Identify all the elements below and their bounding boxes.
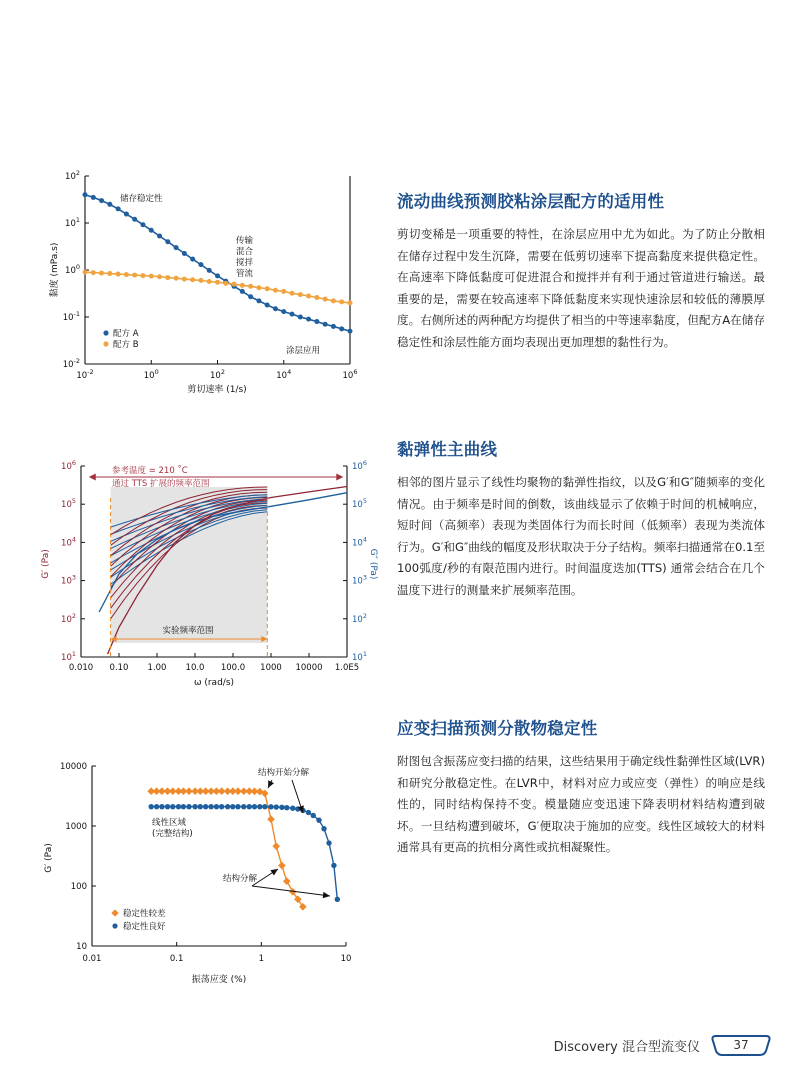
data-point-formula-a xyxy=(198,262,203,267)
y-tick-label: 100 xyxy=(70,882,87,892)
chart3-legend xyxy=(111,908,166,932)
data-point-poor-stability xyxy=(272,842,280,850)
x-tick-label: $10^2$ xyxy=(210,368,225,381)
data-point-good-stability xyxy=(316,817,321,822)
data-point-formula-a xyxy=(306,317,311,322)
chart1-annotation-pipeflow: 管流 xyxy=(236,269,254,279)
data-point-formula-b xyxy=(149,274,154,279)
data-point-formula-a xyxy=(132,217,137,222)
data-point-good-stability xyxy=(321,826,326,831)
section-body-flow-curve: 剪切变稀是一项重要的特性，在涂层应用中尤为如此。为了防止分散相在储存过程中发生沉降，需要在低剪切速率下提高黏度来提供稳定性。在高速率下降低黏度可促进混合和搅拌并有利于通过管道进行输送。最重要的是，需要在较高速率下降低黏度来实现快速涂层和较低的薄膜厚度。右侧所述的两种配方均提供了相当的中等速率黏度，但配方A在储存稳定性和涂层性能方面均表现出更加理想的黏性行为。 xyxy=(397,227,765,349)
data-point-good-stability xyxy=(241,804,246,809)
data-point-formula-b xyxy=(265,286,270,291)
data-point-good-stability xyxy=(274,804,279,809)
x-tick-label: 1.0E5 xyxy=(334,663,360,673)
y-left-tick-label: $10^3$ xyxy=(61,573,76,587)
chart1-x-axis-label: 剪切速率 (1/s) xyxy=(187,385,247,395)
data-point-good-stability xyxy=(290,806,295,811)
tts-range-arrowhead-right xyxy=(336,474,343,481)
data-point-good-stability xyxy=(192,804,197,809)
data-point-formula-b xyxy=(298,292,303,297)
data-point-formula-a xyxy=(298,315,303,320)
data-point-formula-a xyxy=(174,245,179,250)
strain-sweep-chart xyxy=(30,756,370,988)
chart1-annotation-storage: 储存稳定性 xyxy=(120,194,163,204)
data-point-formula-b xyxy=(256,285,261,290)
y-tick-label: $10^1$ xyxy=(65,216,80,229)
y-left-tick-label: $10^4$ xyxy=(61,535,76,549)
x-tick-label: 100.0 xyxy=(220,663,246,673)
chart1-y-axis-label: 黏度 (mPa.s) xyxy=(50,242,60,298)
data-point-formula-b xyxy=(314,295,319,300)
data-point-formula-b xyxy=(182,277,187,282)
data-point-formula-b xyxy=(339,299,344,304)
x-tick-label: 1.00 xyxy=(147,663,167,673)
x-tick-label: 0.010 xyxy=(68,663,94,673)
data-point-formula-b xyxy=(273,288,278,293)
chart3-annotation-intact-structure: (完整结构) xyxy=(152,829,193,839)
legend-label-formula-a: 配方 A xyxy=(113,329,139,339)
data-point-formula-a xyxy=(116,206,121,211)
data-point-formula-a xyxy=(140,222,145,227)
legend-marker-formula-b xyxy=(103,341,108,346)
data-point-good-stability xyxy=(219,804,224,809)
data-point-poor-stability xyxy=(283,877,291,885)
legend-marker-good-stability xyxy=(112,923,117,928)
data-point-good-stability xyxy=(326,840,331,845)
chart2-y-left-label: G′ (Pa) xyxy=(41,549,51,579)
data-point-formula-a xyxy=(182,251,187,256)
data-point-formula-a xyxy=(190,257,195,262)
y-left-tick-label: $10^2$ xyxy=(61,611,76,625)
data-point-good-stability xyxy=(176,804,181,809)
data-point-formula-a xyxy=(273,306,278,311)
y-right-tick-label: $10^4$ xyxy=(352,535,367,549)
legend-label-poor-stability: 稳定性较差 xyxy=(123,909,166,919)
data-point-formula-a xyxy=(165,239,170,244)
x-tick-label: $10^0$ xyxy=(143,368,159,381)
data-point-formula-b xyxy=(248,284,253,289)
data-point-formula-b xyxy=(348,300,353,305)
data-point-good-stability xyxy=(335,897,340,902)
section-body-master-curve: 相邻的图片显示了线性均聚物的黏弹性指纹，以及G′和G″随频率的变化情况。由于频率是时间的倒数，该曲线显示了依赖于时间的机械响应，短时间（高频率）表现为类固体行为而长时间（低频率）表现为类流体行为。G′和G″曲线的幅度及形状取决于分子结构。频率扫描通常在0.1至100弧度/秒的有限范围内进行。时间温度迭加(TTS) 通常会结合在几个温度下进行的测量来扩展频率范围。 xyxy=(397,475,765,597)
data-point-formula-b xyxy=(83,270,88,275)
data-point-formula-b xyxy=(223,281,228,286)
section-title-master-curve: 黏弹性主曲线 xyxy=(397,440,498,459)
chart3-annotation-breakdown: 结构分解 xyxy=(223,874,258,884)
data-point-formula-b xyxy=(140,273,145,278)
data-point-formula-b xyxy=(281,289,286,294)
arrow-breakdown-good-head xyxy=(323,892,330,898)
tts-range-arrowhead-left xyxy=(89,474,96,481)
y-right-tick-label: $10^5$ xyxy=(352,497,367,511)
chart2-y-right-label: G″ (Pa) xyxy=(368,548,378,580)
data-point-formula-b xyxy=(290,291,295,296)
legend-marker-formula-a xyxy=(103,330,108,335)
data-point-formula-b xyxy=(132,273,137,278)
x-tick-label: $10^6$ xyxy=(342,368,358,381)
data-point-good-stability xyxy=(230,804,235,809)
data-point-formula-a xyxy=(323,322,328,327)
master-curve-chart xyxy=(34,460,380,692)
data-point-formula-a xyxy=(240,289,245,294)
y-tick-label: 10000 xyxy=(59,762,87,772)
x-tick-label: 1000 xyxy=(260,663,282,673)
y-left-tick-label: $10^1$ xyxy=(61,650,76,663)
y-tick-label: 10 xyxy=(76,942,87,952)
data-point-formula-a xyxy=(331,324,336,329)
section-title-flow-curve: 流动曲线预测胶粘涂层配方的适用性 xyxy=(397,192,665,211)
legend-label-formula-b: 配方 B xyxy=(113,340,139,350)
chart3-annotation-linear-region: 线性区域 xyxy=(152,818,187,828)
chart1-annotation-stirring: 搅拌 xyxy=(236,258,254,268)
x-tick-label: 0.01 xyxy=(82,954,102,964)
data-point-formula-a xyxy=(265,303,270,308)
x-tick-label: 0.10 xyxy=(109,663,129,673)
data-point-good-stability xyxy=(252,804,257,809)
data-point-formula-a xyxy=(281,309,286,314)
y-left-tick-label: $10^6$ xyxy=(61,459,76,472)
data-point-formula-a xyxy=(256,298,261,303)
data-point-good-stability xyxy=(159,804,164,809)
data-point-formula-b xyxy=(157,274,162,279)
data-point-formula-a xyxy=(348,329,353,334)
section-flow-curve xyxy=(397,188,765,354)
chart1-annotation-transport: 传输 xyxy=(236,236,254,246)
data-point-good-stability xyxy=(186,804,191,809)
chart1-legend xyxy=(103,328,138,350)
data-point-good-stability xyxy=(154,804,159,809)
data-point-good-stability xyxy=(170,804,175,809)
tts-range-label: 通过 TTS 扩展的频率范围 xyxy=(112,479,210,489)
data-point-formula-b xyxy=(331,298,336,303)
data-point-formula-a xyxy=(157,233,162,238)
y-tick-label: 1000 xyxy=(65,822,87,832)
experimental-range-label: 实验频率范围 xyxy=(162,626,214,636)
data-point-formula-a xyxy=(215,273,220,278)
data-point-poor-stability xyxy=(278,862,286,870)
data-point-formula-a xyxy=(339,326,344,331)
data-point-formula-a xyxy=(91,195,96,200)
data-point-formula-a xyxy=(124,212,129,217)
data-point-good-stability xyxy=(203,804,208,809)
data-point-formula-b xyxy=(165,275,170,280)
y-tick-label: $10^0$ xyxy=(65,263,80,276)
data-point-formula-a xyxy=(314,319,319,324)
data-point-formula-b xyxy=(198,278,203,283)
data-point-good-stability xyxy=(279,805,284,810)
data-point-formula-a xyxy=(207,268,212,273)
section-strain-sweep xyxy=(397,715,765,859)
y-tick-label: $10^{-2}$ xyxy=(62,357,80,370)
data-point-formula-a xyxy=(83,192,88,197)
data-point-good-stability xyxy=(214,804,219,809)
section-body-strain-sweep: 附图包含振荡应变扫描的结果，这些结果用于确定线性黏弹性区域(LVR)和研究分散稳定性。在LVR中，材料对应力或应变（弹性）的响应是线性的，同时结构保持不变。模量随应变迅速下降表明材料结构遭到破坏。一旦结构遭到破坏，G′便取决于施加的应变。线性区域较大的材料通常具有更高的抗相分离性或抗相凝聚性。 xyxy=(397,754,765,855)
chart3-y-axis-label: G′ (Pa) xyxy=(44,843,54,873)
ref-temp-label: 参考温度 = 210 ˚C xyxy=(112,466,188,476)
legend-label-good-stability: 稳定性良好 xyxy=(123,922,166,932)
data-point-good-stability xyxy=(331,863,336,868)
arrow-breakdown-poor-head xyxy=(270,869,278,876)
data-point-poor-stability xyxy=(294,895,302,903)
page-number: 37 xyxy=(733,1038,749,1052)
y-left-tick-label: $10^5$ xyxy=(61,497,76,511)
y-tick-label: $10^{-1}$ xyxy=(62,310,80,323)
data-point-formula-b xyxy=(190,277,195,282)
page-footer xyxy=(554,1031,772,1059)
data-point-formula-b xyxy=(124,272,129,277)
data-point-formula-b xyxy=(207,279,212,284)
data-point-good-stability xyxy=(257,804,262,809)
chart3-axes xyxy=(92,766,346,946)
x-tick-label: 10 xyxy=(340,954,352,964)
chart1-annotation-mixing: 混合 xyxy=(236,247,254,257)
y-right-tick-label: $10^2$ xyxy=(352,611,367,625)
data-point-formula-b xyxy=(323,297,328,302)
x-tick-label: 1 xyxy=(258,954,265,964)
data-point-good-stability xyxy=(311,813,316,818)
data-point-formula-a xyxy=(290,312,295,317)
data-point-formula-a xyxy=(149,228,154,233)
data-point-formula-b xyxy=(240,283,245,288)
chart3-x-axis-label: 振荡应变 (%) xyxy=(191,975,247,985)
legend-marker-poor-stability xyxy=(111,909,118,916)
data-point-formula-a xyxy=(107,202,112,207)
section-master-curve xyxy=(397,436,765,602)
page-number-badge xyxy=(710,1033,772,1057)
chart3-annotation-breakdown-start: 结构开始分解 xyxy=(258,768,310,778)
y-right-tick-label: $10^6$ xyxy=(352,459,367,472)
data-point-formula-b xyxy=(306,293,311,298)
chart1-annotation-coating: 涂层应用 xyxy=(286,346,321,356)
chart2-x-axis-label: ω (rad/s) xyxy=(193,678,235,688)
data-point-good-stability xyxy=(198,804,203,809)
data-point-good-stability xyxy=(148,804,153,809)
data-point-good-stability xyxy=(262,804,267,809)
footer-brand: Discovery 混合型流变仪 xyxy=(553,1039,700,1055)
data-point-good-stability xyxy=(165,804,170,809)
y-right-tick-label: $10^1$ xyxy=(352,650,367,663)
data-point-formula-a xyxy=(99,198,104,203)
data-point-formula-b xyxy=(107,271,112,276)
data-point-good-stability xyxy=(247,804,252,809)
data-point-good-stability xyxy=(235,804,240,809)
data-point-formula-b xyxy=(91,270,96,275)
data-point-poor-stability xyxy=(299,903,307,911)
x-tick-label: 0.1 xyxy=(169,954,184,964)
y-right-tick-label: $10^3$ xyxy=(352,573,367,587)
viscosity-flow-chart xyxy=(30,166,370,398)
x-tick-label: 10000 xyxy=(295,663,323,673)
x-tick-label: $10^4$ xyxy=(276,368,292,381)
data-point-formula-b xyxy=(232,282,237,287)
y-tick-label: $10^2$ xyxy=(65,169,80,182)
x-tick-label: 10.0 xyxy=(185,663,205,673)
data-point-formula-b xyxy=(215,280,220,285)
data-point-good-stability xyxy=(225,804,230,809)
data-point-good-stability xyxy=(306,810,311,815)
data-point-good-stability xyxy=(208,804,213,809)
x-tick-label: $10^{-2}$ xyxy=(76,368,94,381)
data-point-formula-b xyxy=(99,271,104,276)
data-point-formula-b xyxy=(116,272,121,277)
data-point-formula-b xyxy=(174,276,179,281)
data-point-good-stability xyxy=(268,804,273,809)
data-point-poor-stability xyxy=(267,815,275,823)
section-title-strain-sweep: 应变扫描预测分散物稳定性 xyxy=(397,719,598,738)
data-point-good-stability xyxy=(284,805,289,810)
data-point-formula-a xyxy=(248,294,253,299)
data-point-good-stability xyxy=(181,804,186,809)
